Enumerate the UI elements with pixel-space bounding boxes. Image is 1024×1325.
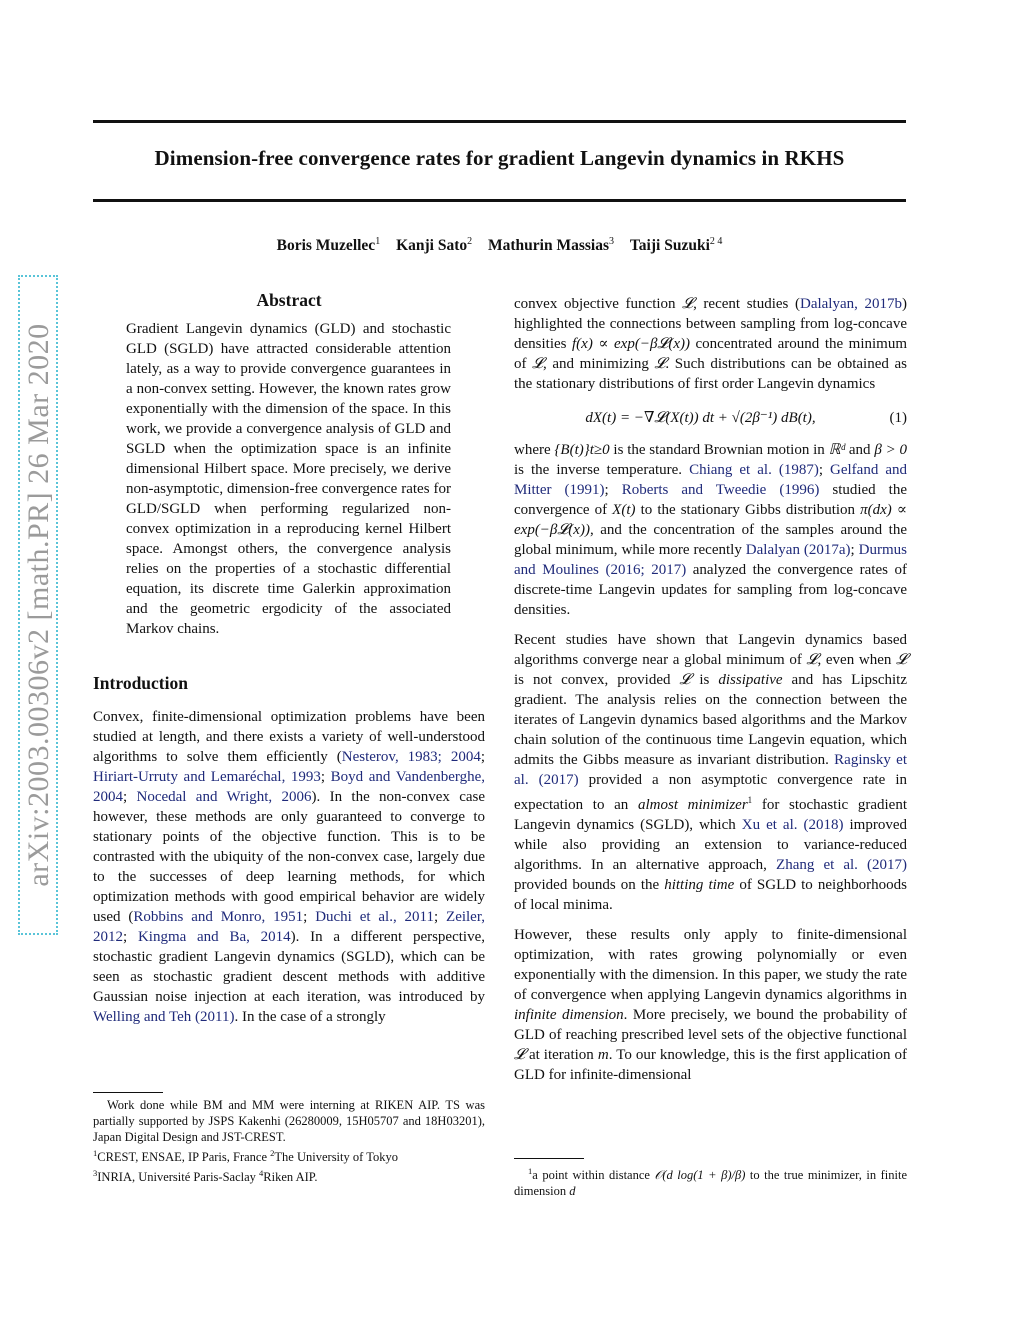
abstract-heading: Abstract	[256, 290, 322, 310]
author: Boris Muzellec$^1$	[276, 236, 381, 255]
citation-link[interactable]: Chiang et al. (1987)	[689, 462, 819, 478]
paragraph: where {B(t)}t≥0 is the standard Brownian motion in ℝᵈ and β > 0 is the inverse temperature. Chiang et al. (1987); Gelfand and Mitter (1991); Roberts and Tweedie (1996) studied the convergence of X(t) to the stationary Gibbs distribution π(dx) ∝ exp(−β𝓛(x)), and the concentration of the samples around the global minimum, while more recently Dalalyan (2017a); Durmus and Moulines (2016; 2017) analyzed the convergence rates of discrete-time Langevin updates for sampling from log-concave densities.	[514, 442, 908, 618]
citation-link[interactable]: Xu et al. (2018)	[741, 817, 844, 833]
citation-link[interactable]: Kingma and Ba, 2014	[137, 929, 291, 945]
left-footnotes	[93, 1078, 485, 1185]
introduction-heading: Introduction	[93, 673, 188, 693]
citation-link[interactable]: Raginsky et al. (2017)	[514, 752, 907, 788]
author: Taiji Suzuki$^{2 4}$	[629, 236, 723, 255]
citation-link[interactable]: Gelfand and Mitter (1991)	[514, 462, 907, 498]
citation-link[interactable]: Hiriart-Urruty and Lemaréchal, 1993	[93, 769, 321, 785]
right-column	[514, 294, 907, 1085]
paragraph: However, these results only apply to finite-dimensional optimization, with rates growing polynomially or even exponentially with the dimension. In this paper, we study the rate of convergence when applying Langevin dynamics algorithms in infinite dimension. More precisely, we bound the probability of GLD of reaching prescribed level sets of the objective functional 𝓛 at iteration m. To our knowledge, this is the first application of GLD for infinite-dimensional	[514, 927, 907, 1083]
citation-link[interactable]: Roberts and Tweedie (1996)	[621, 482, 820, 498]
arxiv-stamp[interactable]: arXiv:2003.00306v2 [math.PR] 26 Mar 2020	[18, 275, 58, 935]
citation-link[interactable]: Dalalyan (2017a)	[745, 542, 851, 558]
citation-link[interactable]: Nocedal and Wright, 2006	[136, 789, 312, 805]
footnote-rule	[93, 1092, 163, 1093]
author-list	[93, 236, 906, 255]
title-bottom-rule	[93, 199, 906, 202]
citation-link[interactable]: Robbins and Monro, 1951	[133, 909, 304, 925]
footnote-rule	[514, 1158, 584, 1159]
author: Mathurin Massias$^3$	[488, 236, 615, 255]
footnote-1: $^1$a point within distance 𝒪(d log(1 + β)/β) to the true minimizer, in finite dimension d	[514, 1166, 907, 1199]
citation-link[interactable]: Welling and Teh (2011)	[93, 1009, 235, 1025]
abstract-text: Gradient Langevin dynamics (GLD) and stochastic GLD (SGLD) have attracted considerable attention lately, as a way to provide convergence guarantees in a non-convex setting. However, the known rates grow exponentially with the dimension of the space. In this work, we provide a convergence analysis of GLD and SGLD when the optimization space is an infinite dimensional Hilbert space. More precisely, we derive non-asymptotic, dimension-free convergence rates for GLD/SGLD when performing regularized non-convex optimization in a reproducing kernel Hilbert space. Amongst others, the convergence analysis relies on the properties of a stochastic differential equation, its discrete time Galerkin approximation and the geometric ergodicity of the associated Markov chains.	[126, 321, 451, 637]
citation-link[interactable]: Zhang et al. (2017)	[776, 857, 908, 873]
author: Kanji Sato$^2$	[396, 236, 473, 255]
citation-link[interactable]: Duchi et al., 2011	[315, 909, 434, 925]
equation-number: (1)	[889, 410, 907, 426]
equation-body: dX(t) = −∇𝓛(X(t)) dt + √(2β⁻¹) dB(t),	[585, 410, 816, 426]
citation-link[interactable]: Nesterov, 1983; 2004	[341, 749, 481, 765]
citation-link[interactable]: Boyd and Vandenberghe, 2004	[93, 769, 485, 805]
citation-link[interactable]: Durmus and Moulines (2016; 2017)	[514, 542, 908, 578]
footnote-affiliations: $^1$CREST, ENSAE, IP Paris, France $^2$The University of Tokyo $^3$INRIA, Université Paris-Saclay $^4$Riken AIP.	[93, 1148, 398, 1185]
right-footnotes	[514, 1158, 907, 1199]
paragraph: convex objective function 𝓛, recent studies (Dalalyan, 2017b) highlighted the connections between sampling from log-concave densities f(x) ∝ exp(−β𝓛(x)) concentrated around the minimum of 𝓛, and minimizing 𝓛. Such distributions can be obtained as the stationary distributions of first order Langevin dynamics	[514, 296, 907, 392]
citation-link[interactable]: Zeiler, 2012	[93, 909, 485, 945]
top-rule	[93, 120, 906, 123]
intro-paragraph: Convex, finite-dimensional optimization problems have been studied at length, and there exists a variety of well-understood algorithms to solve them efficiently (Nesterov, 1983; 2004; Hiriart-Urruty and Lemaréchal, 1993; Boyd and Vandenberghe, 2004; Nocedal and Wright, 2006). In the non-convex case however, these methods are only guaranteed to converge to stationary points of the objective function. This is to be contrasted with the ubiquity of the non-convex case, largely due to the successes of deep learning methods, for which optimization methods with good empirical behavior are widely used (Robbins and Monro, 1951; Duchi et al., 2011; Zeiler, 2012; Kingma and Ba, 2014). In a different perspective, stochastic gradient Langevin dynamics (SGLD), which can be seen as stochastic gradient descent methods with additive Gaussian noise injection at each iteration, was introduced by Welling and Teh (2011). In the case of a strongly	[93, 709, 486, 1025]
left-column	[93, 290, 485, 1027]
equation-1	[514, 408, 907, 428]
citation-link[interactable]: Dalalyan, 2017b	[799, 296, 902, 312]
footnote-acknowledgement: Work done while BM and MM were interning at RIKEN AIP. TS was partially supported by JSPS Kakenhi (26280009, 15H05707 and 18H03201), Japan Digital Design and JST-CREST.	[93, 1098, 485, 1144]
paragraph: Recent studies have shown that Langevin dynamics based algorithms converge near a global minimum of 𝓛, even when 𝓛 is not convex, provided 𝓛 is dissipative and has Lipschitz gradient. The analysis relies on the connection between the iterates of Langevin dynamics based algorithms and the Markov chain solution of the continuous time Langevin equation, which admits the Gibbs measure as invariant distribution. Raginsky et al. (2017) provided a non asymptotic convergence rate in expectation to an almost minimizer$^1$ for stochastic gradient Langevin dynamics (SGLD), which Xu et al. (2018) improved while also providing an extension to variance-reduced algorithms. In an alternative approach, Zhang et al. (2017) provided bounds on the hitting time of SGLD to neighborhoods of local minima.	[514, 632, 908, 913]
paper-title: Dimension-free convergence rates for gradient Langevin dynamics in RKHS	[154, 146, 845, 170]
